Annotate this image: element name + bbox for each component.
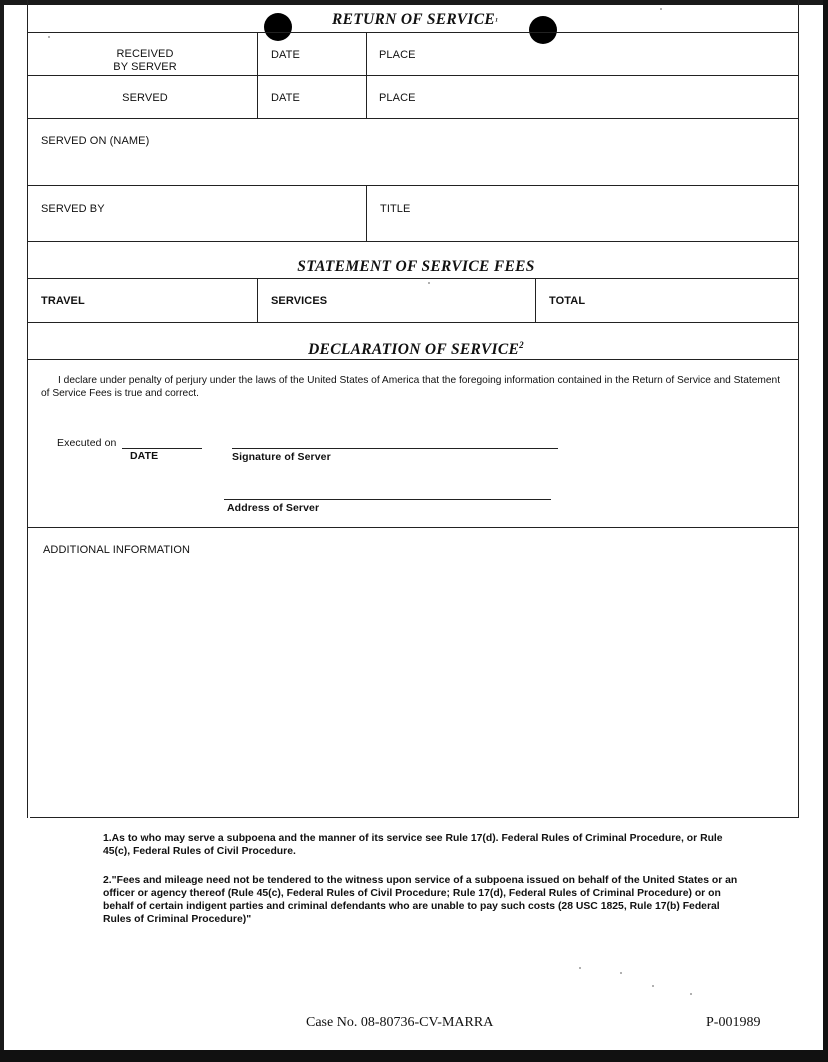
- page-id: P-001989: [706, 1015, 761, 1030]
- date-caption: DATE: [130, 450, 159, 462]
- served-on-name-label: SERVED ON (NAME): [41, 135, 150, 147]
- rule-fees-heading: [27, 278, 799, 279]
- served-place-label: PLACE: [379, 92, 416, 104]
- rule-fees: [27, 322, 799, 323]
- rule-served: [27, 118, 799, 119]
- date-line: [122, 448, 202, 449]
- scan-speck: [48, 36, 50, 38]
- scan-speck: [579, 967, 581, 969]
- divider-date: [257, 32, 258, 118]
- address-of-server-label: Address of Server: [227, 502, 320, 514]
- punch-hole-left: [264, 13, 292, 41]
- form-box: [27, 0, 799, 818]
- additional-information-label: ADDITIONAL INFORMATION: [43, 544, 191, 556]
- title-label: TITLE: [380, 203, 411, 215]
- divider-place: [366, 32, 367, 118]
- rule-served-by: [27, 241, 799, 242]
- executed-on-label: Executed on: [57, 437, 117, 449]
- scan-speck: [652, 985, 654, 987]
- scan-speck: [690, 993, 692, 995]
- declaration-heading: DECLARATION OF SERVICE$^2$: [308, 340, 524, 359]
- rule-received: [27, 75, 799, 76]
- served-label: SERVED: [122, 92, 168, 104]
- rule-served-on: [27, 185, 799, 186]
- scan-speck: [428, 282, 430, 284]
- declaration-text: I declare under penalty of perjury under the laws of the United States of America that the foregoing information contained in the Return of Service and Statement of Service Fees is true and correct.: [41, 375, 781, 399]
- footnote-2: 2."Fees and mileage need not be tendered to the witness upon service of a subpoena issued on behalf of the United States or an officer or agency thereof (Rule 45(c), Federal Rules of Civil Procedure; Rule 17(d), Federal Rules of Criminal Procedure) or on behalf of certain indigent parties and criminal defendants who are unable to pay such costs (28 USC 1825, Rule 17(b) Federal Rules of Criminal Procedure)": [103, 875, 738, 925]
- divider-total: [535, 278, 536, 322]
- signature-of-server-label: Signature of Server: [232, 451, 331, 463]
- case-number: Case No. 08-80736-CV-MARRA: [306, 1015, 494, 1030]
- scan-border-bottom: [0, 1050, 828, 1062]
- received-date-label: DATE: [271, 49, 300, 61]
- received-place-label: PLACE: [379, 49, 416, 61]
- signature-line[interactable]: [232, 448, 558, 449]
- total-label: TOTAL: [549, 295, 586, 307]
- divider-services: [257, 278, 258, 322]
- travel-label: TRAVEL: [41, 295, 85, 307]
- divider-title: [366, 185, 367, 241]
- return-of-service-heading: RETURN OF SERVICE¹: [331, 11, 499, 28]
- scan-border-left: [0, 0, 4, 1062]
- address-line[interactable]: [224, 499, 551, 500]
- services-label: SERVICES: [271, 295, 328, 307]
- footnote-1: 1.As to who may serve a subpoena and the manner of its service see Rule 17(d). Federal Rules of Criminal Procedure, or Rule 45(c), Federal Rules of Civil Procedure.: [103, 833, 723, 857]
- scan-border-right: [823, 0, 828, 1062]
- received-by-server-label: RECEIVED BY SERVER: [113, 48, 177, 73]
- served-date-label: DATE: [271, 92, 300, 104]
- punch-hole-right: [529, 16, 557, 44]
- scan-speck: [620, 972, 622, 974]
- service-fees-heading: STATEMENT OF SERVICE FEES: [297, 258, 535, 275]
- rule-top: [27, 32, 799, 33]
- rule-bottom: [30, 817, 798, 818]
- rule-declaration: [27, 527, 799, 528]
- scan-speck: [660, 8, 662, 10]
- served-by-label: SERVED BY: [41, 203, 105, 215]
